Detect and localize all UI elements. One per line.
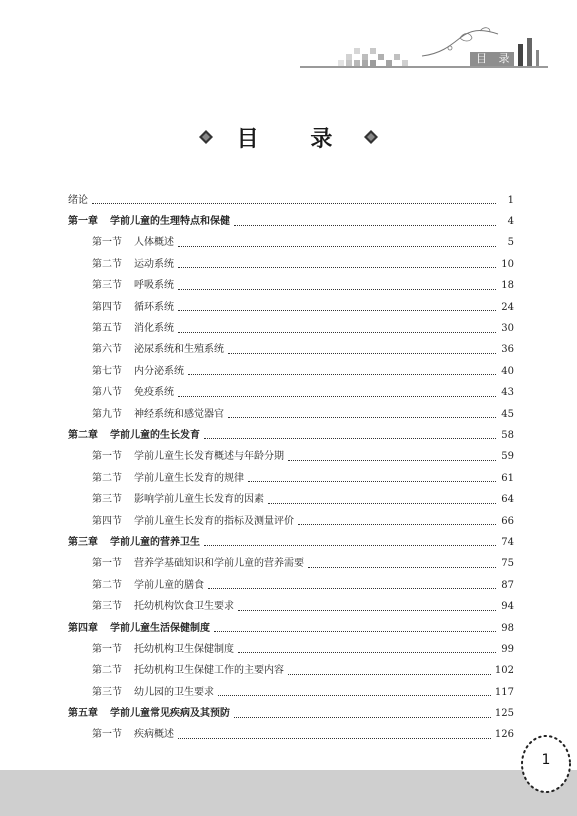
toc-section-row[interactable] (68, 511, 514, 532)
dot-leader (178, 246, 496, 247)
toc-number: 第一节 (92, 451, 122, 463)
toc-entry-title: 免疫系统 (134, 387, 174, 399)
toc-number: 第六节 (92, 344, 122, 356)
toc-chapter-row[interactable] (68, 532, 514, 553)
toc-page-number: 117 (494, 686, 514, 698)
toc-page-number: 102 (494, 665, 514, 677)
dot-leader (248, 481, 496, 482)
toc-entry-title: 学前儿童的营养卫生 (110, 536, 200, 548)
toc-chapter-row[interactable] (68, 211, 514, 232)
diamond-ornament-icon (199, 130, 213, 144)
dot-leader (214, 631, 496, 632)
toc-chapter-row[interactable] (68, 190, 514, 211)
dot-leader (92, 203, 496, 204)
header-label: 目 录 (476, 52, 514, 65)
toc-number: 第二节 (92, 472, 122, 484)
toc-number: 第五章 (68, 708, 98, 720)
footer-band (0, 770, 577, 816)
toc-entry-title: 学前儿童常见疾病及其预防 (110, 708, 230, 720)
toc-page-number: 40 (501, 365, 514, 377)
toc-entry-title: 循环系统 (134, 301, 174, 313)
toc-page-number: 99 (501, 643, 514, 655)
toc-number: 第七节 (92, 365, 122, 377)
toc-section-row[interactable] (68, 575, 514, 596)
toc-number: 第二节 (92, 258, 122, 270)
toc-entry-title: 学前儿童生长发育概述与年龄分期 (134, 451, 284, 463)
toc-page-number: 98 (501, 622, 514, 634)
dot-leader (288, 460, 496, 461)
page-title: 目 录 (236, 125, 355, 152)
toc-number: 第四节 (92, 301, 122, 313)
toc-number: 第三章 (68, 536, 98, 548)
toc-page-number: 45 (501, 408, 514, 420)
toc-entry-title: 学前儿童生长发育的规律 (134, 472, 244, 484)
toc-number: 第二节 (92, 579, 122, 591)
toc-page-number: 4 (507, 216, 514, 228)
toc-number: 第五节 (92, 323, 122, 335)
toc-entry-title: 学前儿童的生理特点和保健 (110, 216, 230, 228)
toc-section-row[interactable] (68, 254, 514, 275)
toc-page-number: 125 (494, 708, 514, 720)
dot-leader (178, 738, 491, 739)
toc-page-number: 59 (501, 451, 514, 463)
toc-entry-title: 影响学前儿童生长发育的因素 (134, 494, 264, 506)
toc-number: 第二节 (92, 665, 122, 677)
toc-entry-title: 人体概述 (134, 237, 174, 249)
toc-number: 第一节 (92, 729, 122, 741)
bar-ornament-icon (514, 38, 550, 66)
toc-page-number: 1 (507, 194, 514, 206)
toc-entry-title: 学前儿童的膳食 (134, 579, 204, 591)
toc-entry-title: 呼吸系统 (134, 280, 174, 292)
toc-section-row[interactable] (68, 404, 514, 425)
page-number: 1 (541, 752, 551, 768)
dot-leader (204, 545, 496, 546)
toc-section-row[interactable] (68, 318, 514, 339)
toc-number: 第三节 (92, 494, 122, 506)
toc-page-number: 61 (501, 472, 514, 484)
toc-section-row[interactable] (68, 489, 514, 510)
toc-page-number: 58 (501, 429, 514, 441)
toc-section-row[interactable] (68, 596, 514, 617)
dot-leader (208, 588, 496, 589)
toc-chapter-row[interactable] (68, 618, 514, 639)
dot-leader (234, 717, 491, 718)
toc-page-number: 30 (501, 323, 514, 335)
toc-entry-title: 运动系统 (134, 258, 174, 270)
toc-entry-title: 泌尿系统和生殖系统 (134, 344, 224, 356)
toc-entry-title: 学前儿童的生长发育 (110, 429, 200, 441)
toc-chapter-row[interactable] (68, 425, 514, 446)
toc-entry-title: 营养学基础知识和学前儿童的营养需要 (134, 558, 304, 570)
toc-entry-title: 学前儿童生长发育的指标及测量评价 (134, 515, 294, 527)
toc-page-number: 43 (501, 387, 514, 399)
dot-leader (218, 695, 491, 696)
diamond-ornament-icon (364, 130, 378, 144)
dot-leader (228, 417, 496, 418)
toc-number: 第一章 (68, 216, 98, 228)
toc-number: 第三节 (92, 686, 122, 698)
toc-page-number: 74 (501, 536, 514, 548)
toc-page-number: 36 (501, 344, 514, 356)
toc-page-number: 10 (501, 258, 514, 270)
toc-entry-title: 神经系统和感觉器官 (134, 408, 224, 420)
toc-entry-title: 托幼机构饮食卫生要求 (134, 601, 234, 613)
toc-section-row[interactable] (68, 383, 514, 404)
dot-leader (178, 310, 496, 311)
dot-leader (308, 567, 496, 568)
toc-page-number: 126 (494, 729, 514, 741)
dot-leader (234, 225, 496, 226)
toc-page-number: 18 (501, 280, 514, 292)
dot-leader (268, 503, 496, 504)
dot-leader (178, 267, 496, 268)
toc-entry-title: 疾病概述 (134, 729, 174, 741)
toc-title-row (0, 122, 577, 152)
dot-leader (288, 674, 491, 675)
toc-number: 第八节 (92, 387, 122, 399)
toc-number: 第一节 (92, 643, 122, 655)
running-header (0, 0, 577, 80)
toc-number: 第三节 (92, 601, 122, 613)
toc-section-row[interactable] (68, 297, 514, 318)
toc-page-number: 5 (507, 237, 514, 249)
header-rule (300, 66, 548, 68)
toc-section-row[interactable] (68, 361, 514, 382)
checker-squares-icon (338, 48, 414, 66)
toc-section-row[interactable] (68, 554, 514, 575)
toc-number: 第一节 (92, 237, 122, 249)
dot-leader (178, 289, 496, 290)
toc-section-row[interactable] (68, 233, 514, 254)
toc-entry-title: 托幼机构卫生保健工作的主要内容 (134, 665, 284, 677)
toc-entry-title: 幼儿园的卫生要求 (134, 686, 214, 698)
dot-leader (204, 438, 496, 439)
toc-section-row[interactable] (68, 725, 514, 746)
toc-chapter-row[interactable] (68, 703, 514, 724)
table-of-contents (68, 190, 514, 746)
toc-page-number: 94 (501, 601, 514, 613)
toc-page-number: 75 (501, 558, 514, 570)
toc-page-number: 64 (501, 494, 514, 506)
dot-leader (178, 396, 496, 397)
dot-leader (228, 353, 496, 354)
toc-entry-title: 学前儿童生活保健制度 (110, 622, 210, 634)
toc-number: 第九节 (92, 408, 122, 420)
toc-page-number: 87 (501, 579, 514, 591)
toc-section-row[interactable] (68, 639, 514, 660)
toc-page-number: 24 (501, 301, 514, 313)
toc-section-row[interactable] (68, 682, 514, 703)
toc-entry-title: 托幼机构卫生保健制度 (134, 643, 234, 655)
toc-number: 第四章 (68, 622, 98, 634)
dot-leader (238, 610, 496, 611)
dot-leader (238, 652, 496, 653)
toc-section-row[interactable] (68, 468, 514, 489)
toc-section-row[interactable] (68, 661, 514, 682)
dot-leader (188, 374, 496, 375)
toc-section-row[interactable] (68, 340, 514, 361)
toc-number: 第四节 (92, 515, 122, 527)
dot-leader (178, 332, 496, 333)
toc-entry-title: 消化系统 (134, 323, 174, 335)
toc-page-number: 66 (501, 515, 514, 527)
toc-section-row[interactable] (68, 276, 514, 297)
toc-entry-title: 内分泌系统 (134, 365, 184, 377)
toc-section-row[interactable] (68, 447, 514, 468)
toc-number: 第二章 (68, 429, 98, 441)
toc-number: 第一节 (92, 558, 122, 570)
toc-number: 第三节 (92, 280, 122, 292)
dot-leader (298, 524, 496, 525)
toc-entry-title: 绪论 (68, 194, 88, 206)
